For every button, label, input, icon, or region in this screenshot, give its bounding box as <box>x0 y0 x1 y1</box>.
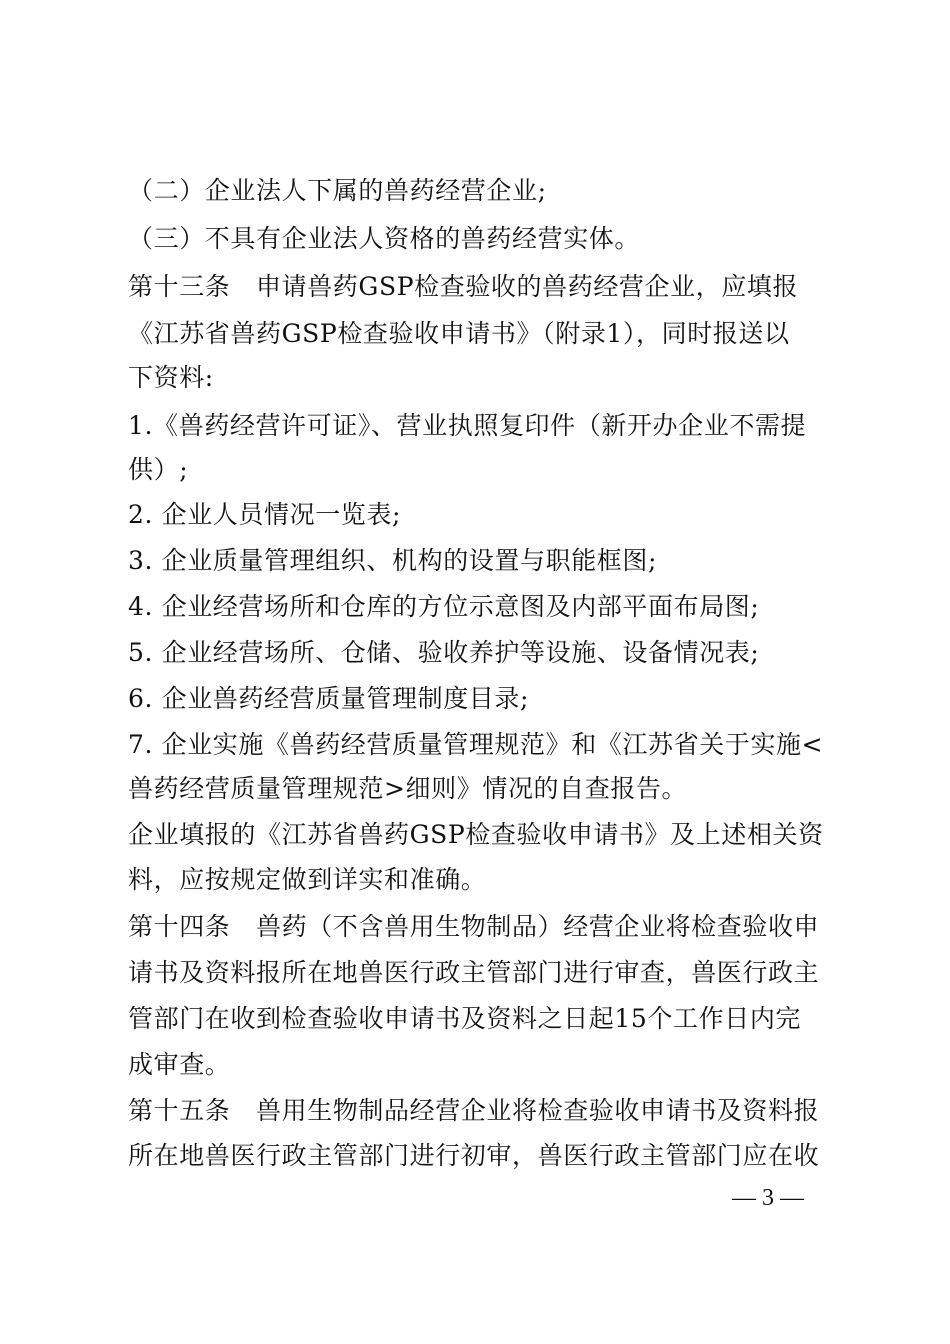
list-item-6: 6. 企业兽药经营质量管理制度目录; <box>128 684 530 713</box>
list-item-7: 7. 企业实施《兽药经营质量管理规范》和《江苏省关于实施< <box>128 730 824 759</box>
text-line: 管部门在收到检查验收申请书及资料之日起15个工作日内完 <box>128 1004 802 1033</box>
text-line: 所在地兽医行政主管部门进行初审，兽医行政主管部门应在收 <box>128 1141 820 1170</box>
text-line: 供）; <box>128 455 189 484</box>
article-14-heading-line: 第十四条 兽药（不含兽用生物制品）经营企业将检查验收申 <box>128 912 820 941</box>
list-item-5: 5. 企业经营场所、仓储、验收养护等设施、设备情况表; <box>128 638 760 667</box>
page-number: — 3 — <box>732 1185 804 1211</box>
text-line: 下资料: <box>128 363 214 392</box>
text-line: 企业填报的《江苏省兽药GSP检查验收申请书》及上述相关资 <box>128 820 824 849</box>
text-line: （三）不具有企业法人资格的兽药经营实体。 <box>128 224 641 253</box>
list-item-4: 4. 企业经营场所和仓库的方位示意图及内部平面布局图; <box>128 592 760 621</box>
text-line: 《江苏省兽药GSP检查验收申请书》（附录1），同时报送以 <box>128 319 790 348</box>
article-15-heading-line: 第十五条 兽用生物制品经营企业将检查验收申请书及资料报 <box>128 1096 820 1125</box>
text-line: 请书及资料报所在地兽医行政主管部门进行审查，兽医行政主 <box>128 958 820 987</box>
text-line: 成审查。 <box>128 1050 231 1079</box>
list-item-2: 2. 企业人员情况一览表; <box>128 500 402 529</box>
article-13-heading-line: 第十三条 申请兽药GSP检查验收的兽药经营企业，应填报 <box>128 272 799 301</box>
list-item-1: 1.《兽药经营许可证》、营业执照复印件（新开办企业不需提 <box>128 411 807 440</box>
text-line: 料，应按规定做到详实和准确。 <box>128 865 487 894</box>
text-line: （二）企业法人下属的兽药经营企业; <box>128 176 547 205</box>
list-item-3: 3. 企业质量管理组织、机构的设置与职能框图; <box>128 546 658 575</box>
text-line: 兽药经营质量管理规范>细则》情况的自查报告。 <box>128 774 688 803</box>
